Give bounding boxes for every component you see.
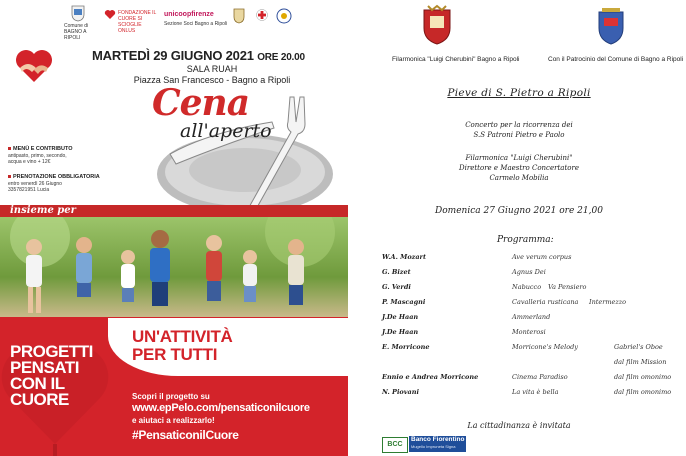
event-title: Cena bbox=[152, 82, 250, 124]
children-photo bbox=[0, 217, 348, 317]
heart-logo-icon bbox=[104, 8, 116, 20]
conductor-info: Filarmonica "Luigi Cherubini" Direttore e Maestro Concertatore Carmelo Mobilia bbox=[459, 154, 579, 182]
program-row: J.De Haan Monterosi bbox=[382, 328, 546, 336]
program-row: J.De Haan Ammerland bbox=[382, 313, 551, 321]
concert-program bbox=[352, 0, 686, 456]
aiutaci-text: e aiutaci a realizzarlo! bbox=[132, 416, 215, 425]
menu-info: MENÙ E CONTRIBUTO antipasto, primo, secondo, acqua e vino + 12€ bbox=[8, 146, 73, 165]
programma-heading: Programma: bbox=[497, 235, 554, 245]
bullet-icon bbox=[8, 175, 11, 178]
event-subtitle: all'aperto bbox=[180, 120, 272, 142]
program-row: G. Bizet Agnus Dei bbox=[382, 268, 546, 276]
program-row: W.A. Mozart Ave verum corpus bbox=[382, 253, 572, 261]
booking-info: PRENOTAZIONE OBBLIGATORIA entro venerdì 26 Giugno 3357821951 Lucia bbox=[8, 174, 100, 193]
town-crest-icon bbox=[70, 4, 86, 22]
program-row: G. Verdi Nabucco Va Pensiero bbox=[382, 283, 587, 291]
insieme-band: insieme per bbox=[0, 205, 348, 217]
association-crest-icon bbox=[232, 8, 246, 24]
sponsor-logo bbox=[382, 436, 466, 452]
comune-crest-icon bbox=[596, 6, 626, 46]
program-row: dal film Mission bbox=[614, 358, 667, 366]
unicoop-logo: unicoopfirenze bbox=[164, 11, 214, 18]
red-cross-icon bbox=[256, 9, 268, 21]
bullet-icon bbox=[8, 147, 11, 150]
program-row: P. Mascagni Cavalleria rusticana Intermezzo bbox=[382, 298, 627, 306]
event-date: MARTEDÌ 29 GIUGNO 2021 ORE 20.00 bbox=[92, 48, 305, 63]
hashtag: #PensaticonilCuore bbox=[132, 428, 239, 442]
concerto-subtitle: Concerto per la ricorrenza dei S.S Patroni Pietro e Paolo bbox=[465, 121, 573, 139]
sponsor-banner: Banco Fiorentino Mugello Impruneta Signa bbox=[409, 436, 466, 452]
misericordia-icon bbox=[276, 8, 292, 24]
heart-hands-icon bbox=[14, 46, 54, 86]
concert-datetime: Domenica 27 Giugno 2021 ore 21,00 bbox=[435, 206, 603, 216]
unicoop-sub: Sezione Soci Bagno a Ripoli bbox=[164, 21, 228, 27]
bcc-badge: BCC bbox=[382, 437, 408, 453]
sponsor-logos bbox=[60, 4, 300, 41]
program-row: Ennio e Andrea Morricone Cinema Paradiso dal film omonimo bbox=[382, 373, 672, 381]
progetti-heading: PROGETTI PENSATI CON IL CUORE bbox=[10, 342, 93, 409]
program-row: N. Piovani La vita è bella dal film omonimo bbox=[382, 388, 672, 396]
attivita-heading: UN'ATTIVITÀ PER TUTTI bbox=[132, 327, 233, 364]
org-right-label: Con il Patrocinio del Comune di Bagno a Ripoli bbox=[548, 56, 684, 63]
scopri-text: Scopri il progetto su bbox=[132, 392, 210, 401]
invitation-line: La cittadinanza è invitata bbox=[467, 421, 571, 430]
pieve-title: Pieve di S. Pietro a Ripoli bbox=[447, 87, 591, 99]
fondazione-logo: FONDAZIONE IL CUORE SI SCIOGLIE ONLUS bbox=[118, 10, 157, 34]
project-link[interactable]: www.epPelo.com/pensaticonilcuore bbox=[132, 402, 310, 414]
filarmonica-crest-icon bbox=[420, 4, 454, 46]
event-venue: SALA RUAH Piazza San Francesco - Bagno a Ripoli bbox=[133, 64, 291, 85]
org-left-label: Filarmonica "Luigi Cherubini" Bagno a Ripoli bbox=[392, 56, 520, 63]
town-logo-label: Comune di BAGNO A RIPOLI bbox=[64, 23, 89, 41]
program-row: E. Morricone Morricone's Melody Gabriel's Oboe bbox=[382, 343, 663, 351]
